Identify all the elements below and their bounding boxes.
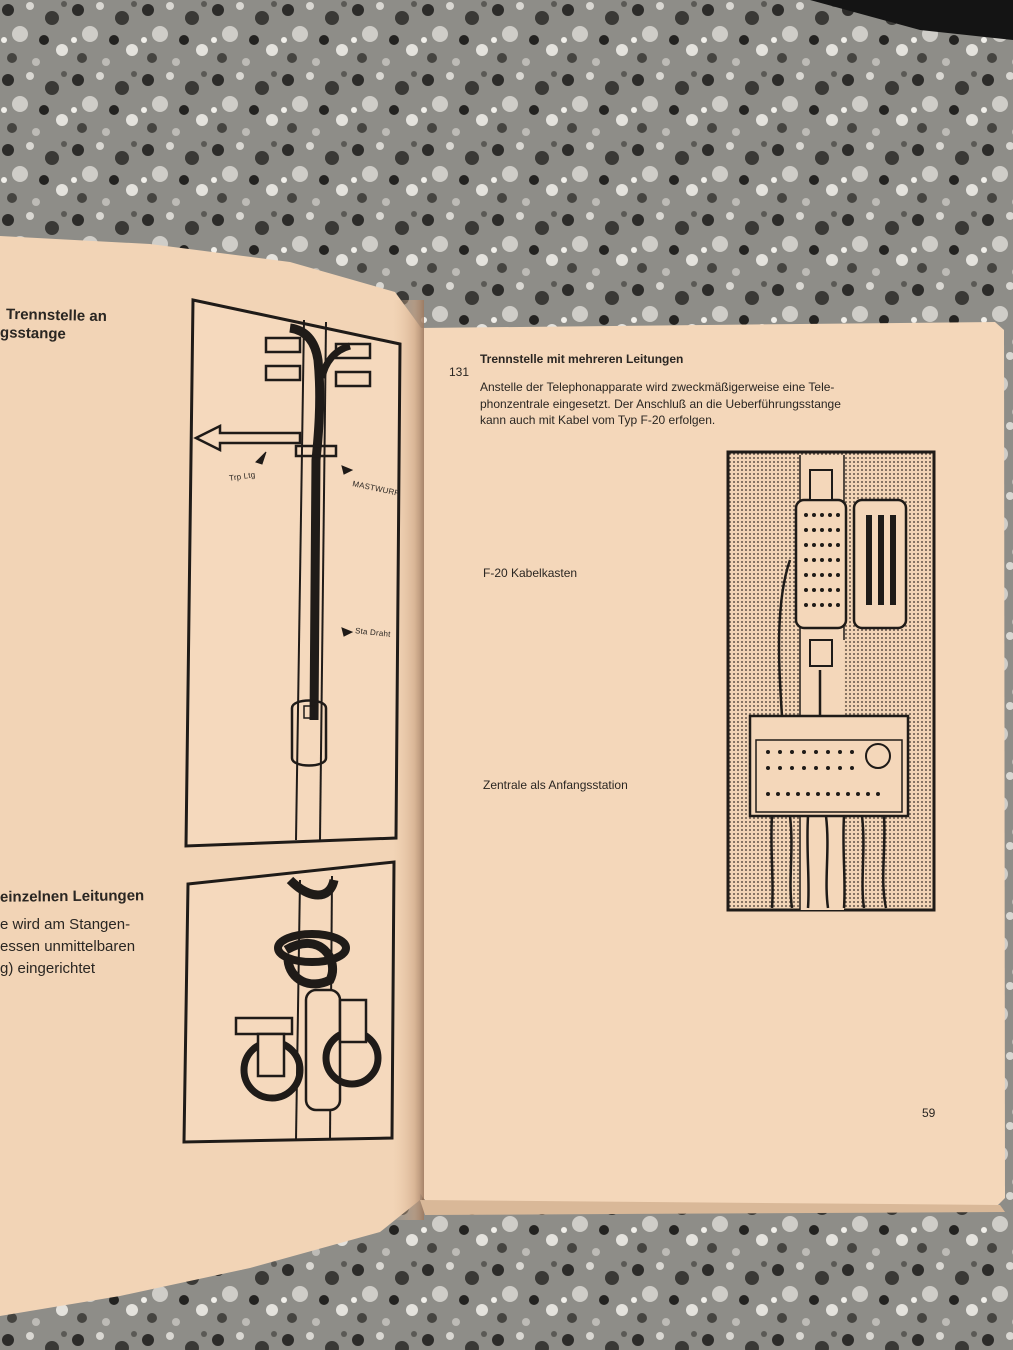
section-title: Trennstelle mit mehreren Leitungen: [480, 352, 684, 366]
caption-kabelkasten: F-20 Kabelkasten: [483, 566, 578, 580]
left-body-line-3: g) eingerichtet: [0, 960, 96, 977]
left-heading-line-1: Trennstelle an: [5, 305, 108, 326]
junction-illustration: [184, 862, 394, 1142]
label-mastwurf: MASTWURF: [351, 479, 401, 498]
right-body-line-3: kann auch mit Kabel vom Typ F-20 erfolgen.: [480, 413, 716, 427]
left-body-line-2: essen unmittelbaren: [0, 938, 136, 955]
right-body-line-1: Anstelle der Telephonapparate wird zweckmäßigerweise eine Tele-: [480, 380, 835, 394]
page-number: 59: [922, 1106, 936, 1120]
left-body-line-1: e wird am Stangen-: [0, 916, 131, 933]
label-sta-draht: Sta Draht: [354, 626, 391, 639]
right-body-line-2: phonzentrale eingesetzt. Der Anschluß an die Ueberführungsstange: [480, 397, 841, 411]
caption-zentrale: Zentrale als Anfangsstation: [483, 778, 628, 792]
pole-illustration: [186, 300, 400, 846]
section-number: 131: [449, 365, 470, 379]
left-heading-line-2: gsstange: [0, 324, 67, 343]
label-trp-ltg: Trp Ltg: [228, 470, 256, 483]
switchboard-illustration: [728, 452, 934, 910]
left-heading-bottom: einzelnen Leitungen: [0, 887, 145, 906]
